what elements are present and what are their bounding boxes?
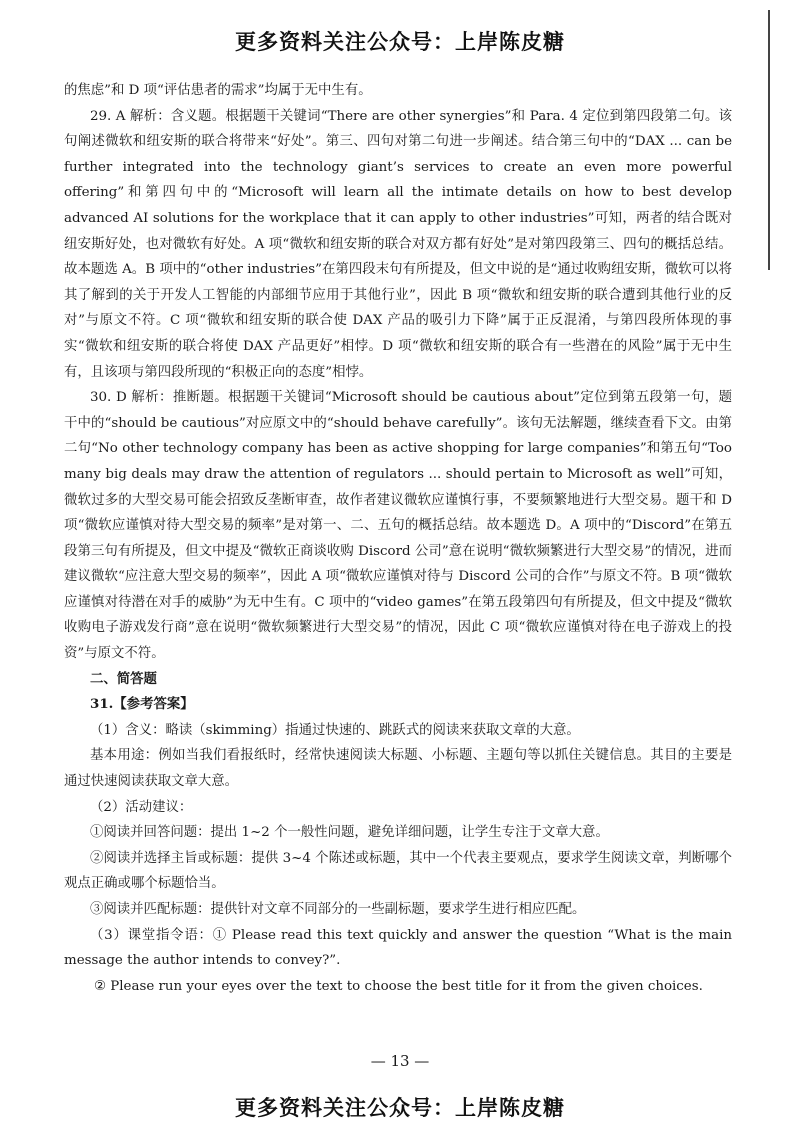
- instruction-2: ② Please run your eyes over the text to choose the best title for it from the given choices.: [94, 978, 703, 994]
- question-31-heading: 31.【参考答案】: [90, 696, 194, 713]
- activity-1: ①阅读并回答问题：提出 1~2 个一般性问题，避免详细问题，让学生专注于文章大意。: [90, 825, 609, 841]
- activity-3: ③阅读并匹配标题：提供针对文章不同部分的一些副标题，要求学生进行相应匹配。: [90, 902, 586, 917]
- answer-31-part2: （2）活动建议：: [90, 799, 193, 815]
- answer-30: 30. D 解析：推断题。根据题干关键词“Microsoft should be cautious about”定位到第五段第一句，题干中的“should be cautious”对应原文中的“should behave carefully”。该句无法解题，继续查看下文。由第二句“No other technology company has been as active shopping for large companies”和第五句“Too many big deals may draw the attention of regulators ... should pertain to Microsoft as well”可知，微软过多的大型交易可能会招致反垄断审查，故作者建议微软应谨慎行事，不要频繁地进行大型交易。题干和 D 项“微软应谨慎对待大型交易的频率”是对第一、二、五句的概括总结。故本题选 D。A 项中的“Discord”在第五段第三句有所提及，但文中提及“微软正商谈收购 Discord 公司”意在说明“微软频繁进行大型交易”的情况，进而建议微软“应注意大型交易的频率”，因此 A 项“微软应谨慎对待与 Discord 公司的合作”与原文不符。B 项“微软应谨慎对待潜在对手的威胁”为无中生有。C 项中的“video games”在第五段第四句有所提及，但文中提及“微软收购电子游戏发行商”意在说明“微软频繁进行大型交易”的情况，因此 C 项“微软应谨慎对待在电子游戏上的投资”与原文不符。: [64, 390, 732, 662]
- activity-2: ②阅读并选择主旨或标题：提供 3~4 个陈述或标题，其中一个代表主要观点，要求学生阅读文章，判断哪个观点正确或哪个标题恰当。: [64, 850, 732, 892]
- answer-31-usage: 基本用途：例如当我们看报纸时，经常快速阅读大标题、小标题、主题句等以抓住关键信息。其目的主要是通过快速阅读获取文章大意。: [64, 748, 732, 790]
- answer-31-part1: （1）含义：略读（skimming）指通过快速的、跳跃式的阅读来获取文章的大意。: [90, 722, 580, 738]
- paragraph-continuation: 的焦虑”和 D 项“评估患者的需求”均属于无中生有。: [64, 83, 372, 98]
- footer-banner: 更多资料关注公众号：上岸陈皮糖: [235, 1096, 565, 1120]
- page-number: — 13 —: [370, 1052, 430, 1070]
- section-heading: 二、简答题: [90, 670, 157, 687]
- document-body: [64, 78, 732, 999]
- answer-29: 29. A 解析：含义题。根据题干关键词“There are other synergies”和 Para. 4 定位到第四段第二句。该句阐述微软和纽安斯的联合将带来“好处”。第三、四句对第二句进一步阐述。结合第三句中的“DAX ... can be further integrated into the technology giant’s services to create an even more powerful offering”和第四句中的“Microsoft will learn all the intimate details on how to best develop advanced AI solutions for the workplace that it can apply to other industries”可知，两者的结合既对纽安斯好处，也对微软有好处。A 项“微软和纽安斯的联合对双方都有好处”是对第四段第三、四句的概括总结。故本题选 A。B 项中的“other industries”在第四段末句有所提及，但文中说的是“通过收购纽安斯，微软可以将其了解到的关于开发人工智能的内部细节应用于其他行业”，因此 B 项“微软和纽安斯的联合遭到其他行业的反对”与原文不符。C 项“微软和纽安斯的联合使 DAX 产品的吸引力下降”属于正反混淆，与第四段所体现的事实“微软和纽安斯的联合将使 DAX 产品更好”相悖。D 项“微软和纽安斯的联合有一些潜在的风险”属于无中生有，且该项与第四段所现的“积极正向的态度”相悖。: [64, 108, 732, 380]
- header-banner: 更多资料关注公众号：上岸陈皮糖: [235, 30, 565, 54]
- answer-31-part3: （3）课堂指令语：① Please read this text quickly and answer the question “What is the main message the author intends to convey?”.: [64, 927, 732, 969]
